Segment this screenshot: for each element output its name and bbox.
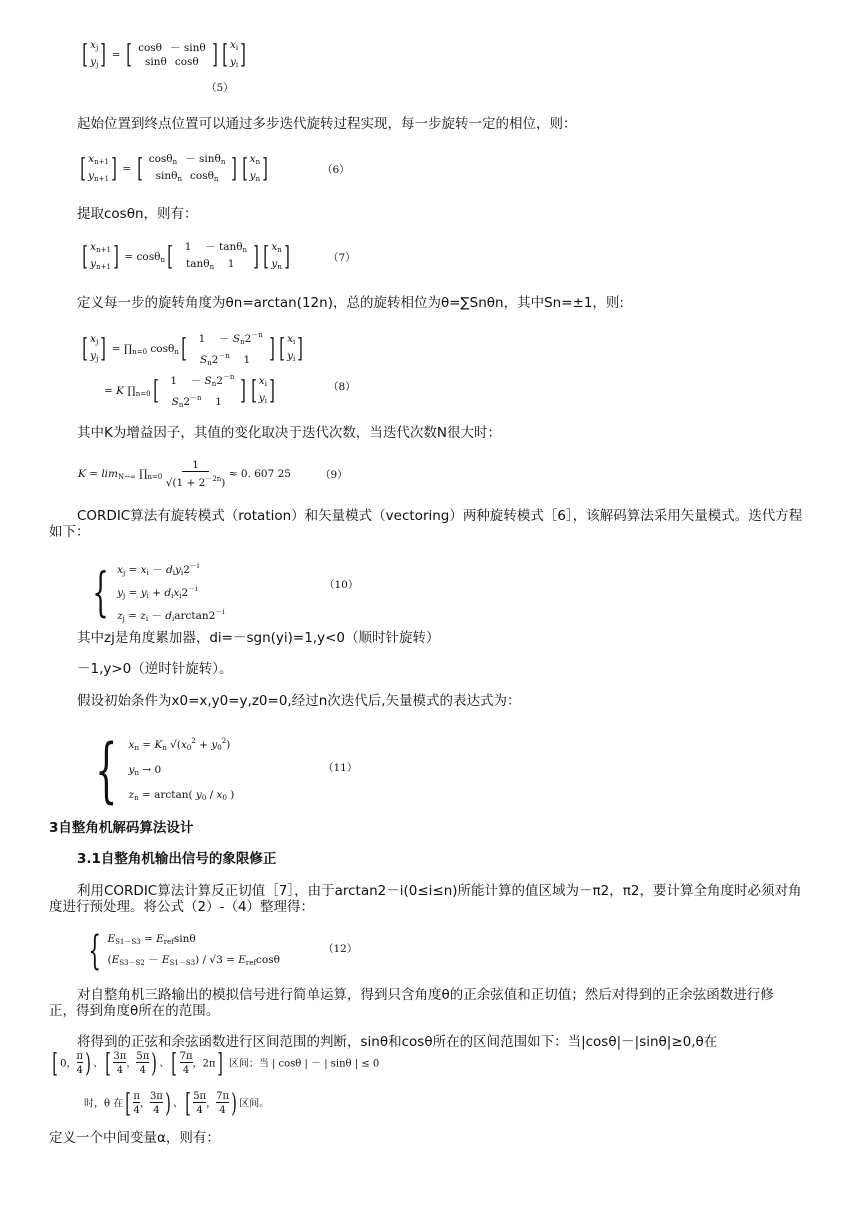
paragraph-2: 提取cosθn，则有：	[77, 206, 198, 222]
paragraph-8: 假设初始条件为x0=x,y0=y,z0=0,经过n次迭代后,矢量模式的表达式为：	[77, 693, 521, 709]
paragraph-10b: 正，得到角度θ所在的范围。	[49, 1003, 220, 1019]
paragraph-4: 其中K为增益因子，其值的变化取决于迭代次数，当迭代次数N很大时：	[77, 425, 501, 441]
equation-number-12: （12）	[323, 943, 358, 955]
paragraph-9b: 度进行预处理。将公式（2）-（4）整理得：	[49, 899, 315, 915]
equation-number-11: （11）	[323, 762, 358, 774]
equation-9: $K = \lim_{N\to\infty}$ $\prod_{n=0}$ 1 $√(1 + 2^{-2n}) \approx 0$. 607 25	[78, 459, 291, 489]
paragraph-11: 将得到的正弦和余弦函数进行区间范围的判断，sinθ和cosθ所在的区间范围如下：当|cosθ|－|sinθ|≥0,θ在	[77, 1034, 718, 1050]
equation-11: { $x_n = K_n$ $√(x_0^2 + y_0^2)$ $y_n \to 0$ $z_n = \arctan$( $y_0 / x_0$ )	[95, 728, 235, 811]
equation-number-10: （10）	[324, 579, 359, 591]
interval-line-1-text: 区间；当 | cosθ | － | sinθ | ≤ 0	[228, 1058, 380, 1070]
paragraph-12: 定义一个中间变量α，则有：	[49, 1130, 220, 1146]
equation-number-9: （9）	[320, 469, 348, 481]
equation-8a: [ $x_j$ $y_j$] = $\prod_{n=0}$ cosθ$_n$[ $1 - S_n2^{-n}$ $S_n2^{-n}$ 1 ] [ $x_i$ $y_i$]	[82, 331, 304, 367]
equation-9-rhs: ≈ 0. 607 25	[228, 468, 291, 480]
interval-line-2-post: 区间。	[239, 1098, 270, 1110]
equation-7: [ $x_{n+1}$ $y_{n+1}] = \cos\theta_n$[ 1 － tanθ$_n$ tanθ$_n$ 1 ] [ $x_n$ $y_n$]	[82, 241, 290, 272]
paragraph-5a: CORDIC算法有旋转模式（rotation）和矢量模式（vectoring）两种旋转模式［6］，该解码算法采用矢量模式。迭代方程	[77, 508, 803, 524]
paragraph-1: 起始位置到终点位置可以通过多步迭代旋转过程实现，每一步旋转一定的相位，则：	[77, 116, 577, 132]
equation-5: [ $x_j$ $y_j$] = [ cosθ － sinθ sinθ cosθ ] [ $x_i$ $y_i$]	[82, 39, 247, 70]
paragraph-5b: 如下：	[49, 524, 90, 540]
heading-3: 3自整角机解码算法设计	[49, 820, 194, 836]
equation-number-5: （5）	[206, 82, 234, 94]
equation-12: { $E_{S1-S3} = E_{ref}\sin\theta$ $(E_{S3-S2} - E_{S1-S3}) / √3 = E_{ref}\cos\theta$	[88, 928, 280, 974]
equation-9-lhs: K = lim	[78, 468, 118, 480]
equation-8b: = K $\prod_{n=0}$[ $1 - S_n2^{-n}$ $S_n2^{-n}$ 1 ] [ $x_i$ $y_i$]	[104, 373, 275, 409]
equation-number-6: （6）	[322, 164, 350, 176]
heading-3-1: 3.1自整角机输出信号的象限修正	[77, 851, 277, 867]
equation-6: [ $x_{n+1}$ $y_{n+1}$] = [ cosθ$_n$ － sinθ$_n$ sinθ$_n$ cosθ$_n$ ] [ $x_n$ $y_n$]	[80, 153, 268, 184]
interval-line-2: 时，θ 在[ π 4，3π 4 ) 、[ 5π 4，7π 4 ) 区间。	[84, 1089, 270, 1119]
paragraph-6: 其中zj是角度累加器，di=－sgn(yi)=1,y<0（顺时针旋转）	[77, 630, 440, 646]
interval-line-1: [ 0，π 4) 、[ 3π 4，5π 4 ) 、[ 7π 4，2π] 区间；当 | cosθ | － | sinθ | ≤ 0	[52, 1049, 380, 1079]
paragraph-3: 定义每一步的旋转角度为θn=arctan(12n)，总的旋转相位为θ=∑Snθn，其中Sn=±1，则:	[77, 295, 624, 311]
equation-10: { $x_j = x_i - d_iy_i2^{-i}$ $y_j = y_i + d_ix_i2^{-i}$ $z_j = z_i - d_i\arctan 2^{-i}$	[92, 562, 225, 623]
paragraph-7: －1,y>0（逆时针旋转）。	[77, 661, 233, 677]
equation-number-8: （8）	[328, 381, 356, 393]
paragraph-9a: 利用CORDIC算法计算反正切值［7］，由于arctan2－i(0≤i≤n)所能计算的值区域为－π2，π2，要计算全角度时必须对角	[77, 883, 802, 899]
paragraph-10a: 对自整角机三路输出的模拟信号进行简单运算，得到只含角度θ的正余弦值和正切值；然后对得到的正余弦函数进行修	[77, 987, 774, 1003]
equation-number-7: （7）	[328, 252, 356, 264]
interval-line-2-pre: 时，θ 在	[84, 1098, 124, 1110]
